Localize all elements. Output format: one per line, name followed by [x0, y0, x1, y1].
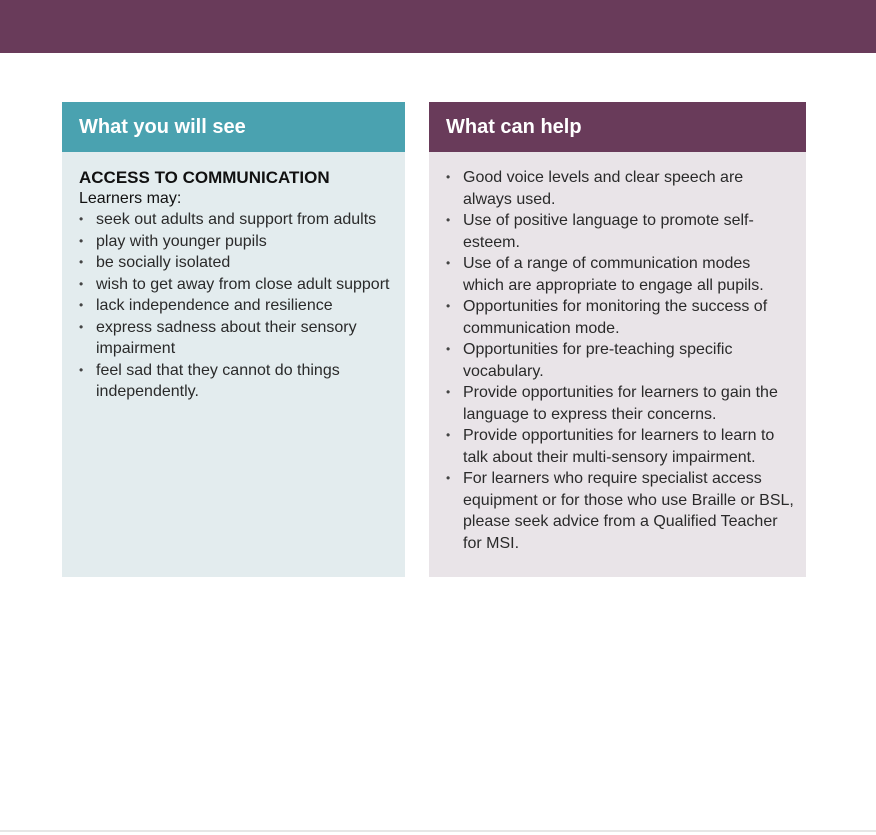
list-item: • be socially isolated [79, 252, 393, 274]
lead-text: Learners may: [79, 190, 182, 207]
bullet-icon: • [79, 298, 84, 312]
what-can-help-body [429, 152, 806, 554]
bullet-icon: • [446, 256, 451, 270]
list-item: • Use of positive language to promote self-esteem. [446, 212, 754, 251]
bullet-icon: • [79, 319, 84, 334]
bullet-icon: • [79, 255, 84, 269]
list-item: • seek out adults and support from adults [79, 209, 393, 231]
bullet-icon: • [79, 212, 84, 226]
list-item: • For learners who require specialist access equipment or for those who use Braille or BSL, please seek advice from a Qualified Teacher for MSI. [446, 470, 794, 552]
list-item: • Opportunities for pre-teaching specific vocabulary. [446, 341, 733, 380]
list-item: • Provide opportunities for learners to gain the language to express their concerns. [446, 384, 778, 423]
list-item: • Use of a range of communication modes which are appropriate to engage all pupils. [446, 255, 764, 294]
section-title: ACCESS TO COMMUNICATION [79, 168, 330, 187]
list-item: • feel sad that they cannot do things independently. [79, 361, 340, 400]
bullet-icon: • [446, 428, 451, 442]
what-you-will-see-panel [62, 102, 405, 577]
bullet-icon: • [446, 385, 451, 399]
bullet-icon: • [79, 362, 84, 377]
list-item: • lack independence and resilience [79, 295, 393, 317]
list-item: • Good voice levels and clear speech are always used. [446, 169, 744, 208]
strategies-list [446, 167, 794, 554]
list-item: • Opportunities for monitoring the success of communication mode. [446, 298, 768, 337]
bullet-icon: • [446, 170, 451, 184]
list-item: • express sadness about their sensory impairment [79, 318, 357, 357]
what-you-will-see-heading: What you will see [62, 102, 405, 152]
what-you-will-see-body [62, 152, 405, 403]
list-item: • play with younger pupils [79, 231, 393, 253]
page-bottom-rule [0, 830, 876, 832]
bullet-icon: • [446, 342, 451, 356]
bullet-icon: • [446, 471, 451, 485]
top-banner [0, 0, 876, 53]
what-can-help-heading: What can help [429, 102, 806, 152]
list-item: • wish to get away from close adult support [79, 274, 393, 296]
bullet-icon: • [446, 299, 451, 313]
bullet-icon: • [79, 233, 84, 248]
bullet-icon: • [79, 276, 84, 291]
what-can-help-panel [429, 102, 806, 577]
list-item: • Provide opportunities for learners to learn to talk about their multi-sensory impairment. [446, 427, 775, 466]
bullet-icon: • [446, 213, 451, 227]
observations-list [79, 209, 393, 403]
